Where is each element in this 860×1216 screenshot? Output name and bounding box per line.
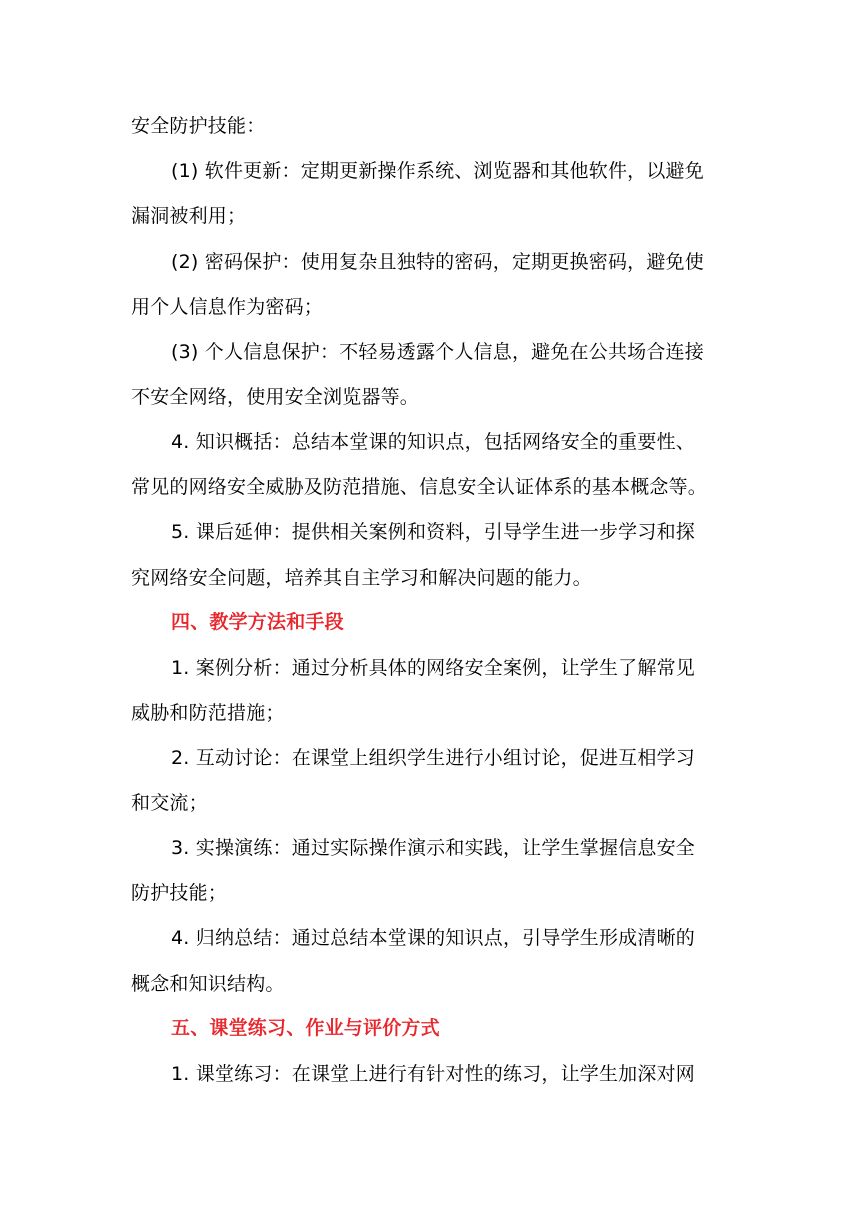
- paragraph-line: 安全防护技能：: [131, 115, 266, 137]
- section-heading: 四、教学方法和手段: [171, 611, 344, 633]
- paragraph-line: 概念和知识结构。: [131, 973, 285, 995]
- paragraph-line: 威胁和防范措施；: [131, 702, 285, 724]
- paragraph-line: 1. 课堂练习：在课堂上进行有针对性的练习，让学生加深对网: [171, 1063, 695, 1085]
- paragraph-line: 漏洞被利用；: [131, 205, 247, 227]
- paragraph-line: 用个人信息作为密码；: [131, 296, 324, 318]
- paragraph-line: 4. 归纳总结：通过总结本堂课的知识点，引导学生形成清晰的: [171, 927, 695, 949]
- paragraph-line: 和交流；: [131, 792, 208, 814]
- paragraph-line: 5. 课后延伸：提供相关案例和资料，引导学生进一步学习和探: [171, 521, 695, 543]
- section-heading: 五、课堂练习、作业与评价方式: [171, 1017, 440, 1039]
- paragraph-line: 4. 知识概括：总结本堂课的知识点，包括网络安全的重要性、: [171, 431, 695, 453]
- paragraph-line: 2. 互动讨论：在课堂上组织学生进行小组讨论，促进互相学习: [171, 747, 695, 769]
- paragraph-line: (3) 个人信息保护：不轻易透露个人信息，避免在公共场合连接: [171, 341, 704, 363]
- paragraph-line: 不安全网络，使用安全浏览器等。: [131, 386, 420, 408]
- paragraph-line: 常见的网络安全威胁及防范措施、信息安全认证体系的基本概念等。: [131, 476, 708, 498]
- paragraph-line: (1) 软件更新：定期更新操作系统、浏览器和其他软件，以避免: [171, 160, 704, 182]
- paragraph-line: 1. 案例分析：通过分析具体的网络安全案例，让学生了解常见: [171, 657, 695, 679]
- paragraph-line: 3. 实操演练：通过实际操作演示和实践，让学生掌握信息安全: [171, 837, 695, 859]
- paragraph-line: 防护技能；: [131, 882, 228, 904]
- paragraph-line: 究网络安全问题，培养其自主学习和解决问题的能力。: [131, 567, 592, 589]
- paragraph-line: (2) 密码保护：使用复杂且独特的密码，定期更换密码，避免使: [171, 251, 704, 273]
